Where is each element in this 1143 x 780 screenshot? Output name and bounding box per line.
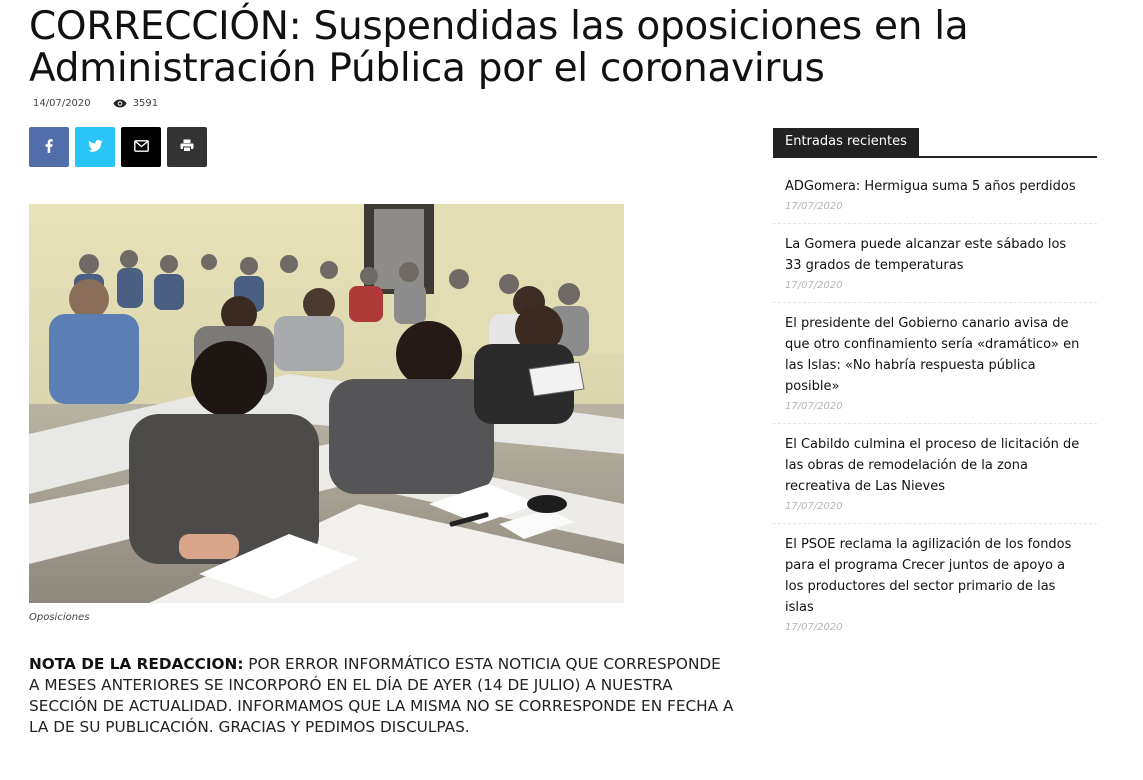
- article-date: 14/07/2020: [33, 97, 91, 109]
- envelope-icon: [134, 140, 149, 155]
- recent-post-link[interactable]: El Cabildo culmina el proceso de licitación de las obras de remodelación de la zona recreativa de Las Nieves: [785, 437, 1080, 494]
- recent-post-date: 17/07/2020: [785, 501, 843, 512]
- editorial-note: [29, 654, 734, 738]
- facebook-share-button[interactable]: [29, 127, 69, 167]
- sidebar-header: [773, 128, 1097, 158]
- sidebar-title: Entradas recientes: [773, 128, 919, 156]
- twitter-icon: [88, 140, 103, 155]
- email-share-button[interactable]: [121, 127, 161, 167]
- share-buttons: [29, 127, 207, 167]
- recent-post-date: 17/07/2020: [785, 401, 843, 412]
- editorial-note-label: NOTA DE LA REDACCION:: [29, 655, 244, 673]
- eye-icon: [113, 99, 127, 108]
- recent-post-date: 17/07/2020: [785, 201, 843, 212]
- recent-post-link[interactable]: ADGomera: Hermigua suma 5 años perdidos: [785, 179, 1076, 194]
- recent-post-date: 17/07/2020: [785, 280, 843, 291]
- recent-post-item: [773, 524, 1097, 644]
- recent-post-item: [773, 303, 1097, 424]
- recent-post-link[interactable]: La Gomera puede alcanzar este sábado los 33 grados de temperaturas: [785, 237, 1067, 273]
- recent-post-link[interactable]: El PSOE reclama la agilización de los fondos para el programa Crecer juntos de apoyo a los productores del sector primario de las islas: [785, 537, 1072, 615]
- recent-post-item: [773, 158, 1097, 224]
- article-meta: [33, 96, 158, 110]
- print-button[interactable]: [167, 127, 207, 167]
- recent-posts-list: [773, 158, 1097, 644]
- twitter-share-button[interactable]: [75, 127, 115, 167]
- article-title: CORRECCIÓN: Suspendidas las oposiciones en la Administración Pública por el coronavirus: [29, 4, 969, 91]
- recent-post-item: [773, 224, 1097, 303]
- facebook-icon: [45, 139, 53, 156]
- image-caption: Oposiciones: [29, 612, 90, 623]
- view-count: 3591: [132, 97, 159, 109]
- sidebar: [773, 128, 1097, 644]
- recent-post-link[interactable]: El presidente del Gobierno canario avisa de que otro confinamiento sería «dramático» en las Islas: «No habría respuesta pública posible»: [785, 316, 1080, 394]
- exam-room-photo: [29, 204, 624, 603]
- recent-post-date: 17/07/2020: [785, 622, 843, 633]
- editorial-note-text: POR ERROR INFORMÁTICO ESTA NOTICIA QUE CORRESPONDE A MESES ANTERIORES SE INCORPORÓ EN EL DÍA DE AYER (14 DE JULIO) A NUESTRA SECCIÓN DE ACTUALIDAD. INFORMAMOS QUE LA MISMA NO SE CORRESPONDE EN FECHA A LA DE SU PUBLICACIÓN. GRACIAS Y PEDIMOS DISCULPAS.: [29, 655, 734, 736]
- article-image: [29, 204, 624, 603]
- recent-post-item: [773, 424, 1097, 524]
- print-icon: [180, 139, 194, 155]
